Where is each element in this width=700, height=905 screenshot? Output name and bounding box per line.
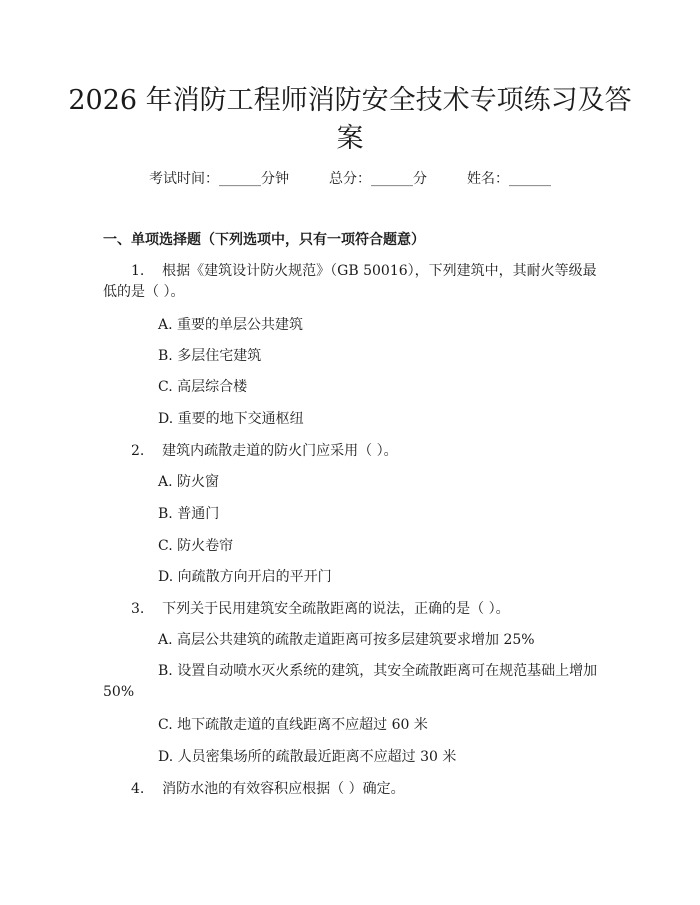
question-number: 4. (131, 781, 145, 797)
option-2d: D. 向疏散方向开启的平开门 (158, 569, 332, 585)
option-2c: C. 防火卷帘 (158, 538, 234, 554)
option-3c: C. 地下疏散走道的直线距离不应超过 60 米 (158, 717, 428, 733)
option-3b: B. 设置自动喷水灭火系统的建筑，其安全疏散距离可在规范基础上增加 50% (103, 663, 598, 700)
option-2b: B. 普通门 (158, 506, 220, 522)
total-score-field: 总分：______分 (329, 171, 427, 187)
option-2a: A. 防火窗 (158, 474, 220, 490)
question-text: 根据《建筑设计防火规范》（GB 50016），下列建筑中，其耐火等级最低的是（ ）。 (103, 263, 597, 300)
question-number: 3. (131, 601, 145, 617)
name-field: 姓名：______ (467, 171, 551, 187)
question-text: 消防水池的有效容积应根据（ ）确定。 (162, 781, 405, 797)
option-3d: D. 人员密集场所的疏散最近距离不应超过 30 米 (158, 749, 457, 765)
question-1 (103, 261, 600, 303)
exam-info-line (0, 170, 700, 188)
document-title: 2026 年消防工程师消防安全技术专项练习及答案 (68, 85, 632, 154)
option-1a: A. 重要的单层公共建筑 (158, 317, 304, 333)
question-4 (103, 779, 600, 800)
question-number: 2. (131, 443, 145, 459)
exam-time-field: 考试时间：______分钟 (149, 171, 289, 187)
option-1c: C. 高层综合楼 (158, 379, 248, 395)
option-3a: A. 高层公共建筑的疏散走道距离可按多层建筑要求增加 25% (158, 632, 535, 648)
question-3 (103, 599, 600, 620)
question-number: 1. (131, 263, 145, 279)
section-heading: 一、单项选择题（下列选项中，只有一项符合题意） (103, 232, 425, 248)
question-2 (103, 441, 600, 462)
option-1b: B. 多层住宅建筑 (158, 348, 262, 364)
question-text: 建筑内疏散走道的防火门应采用（ ）。 (162, 443, 398, 459)
question-text: 下列关于民用建筑安全疏散距离的说法，正确的是（ ）。 (162, 601, 510, 617)
option-1d: D. 重要的地下交通枢纽 (158, 411, 304, 427)
